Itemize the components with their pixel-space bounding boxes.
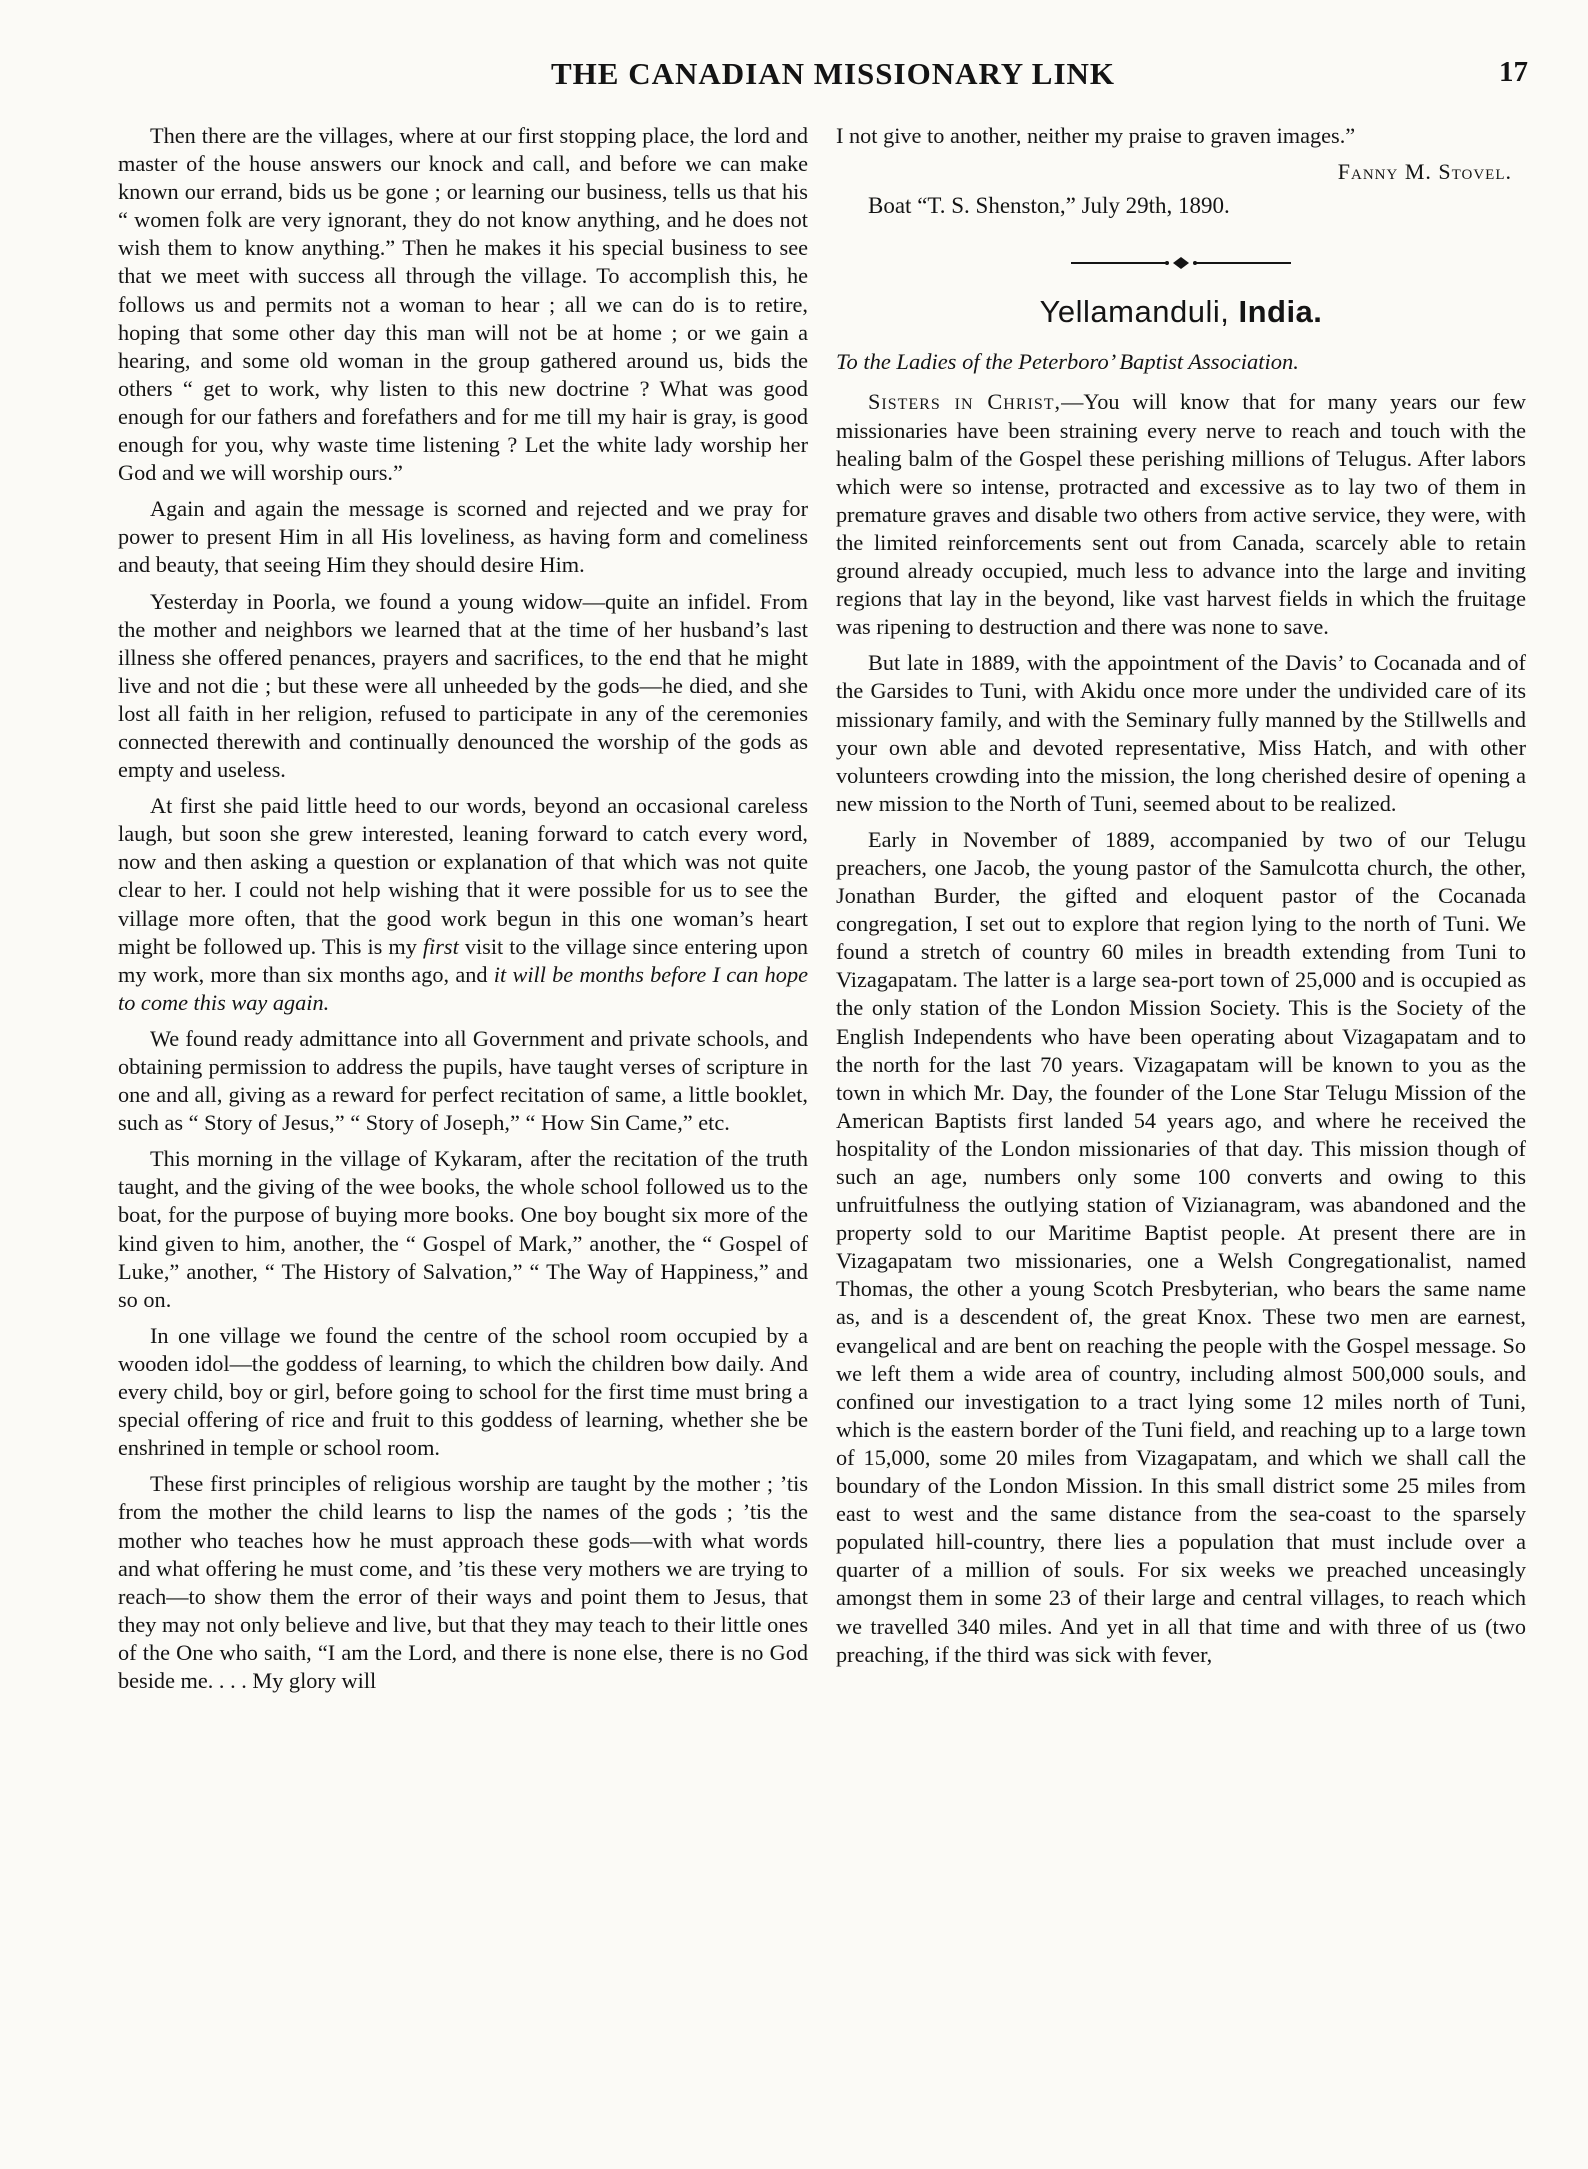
paragraph: Then there are the villages, where at our first stopping place, the lord and master of the house answers our knock and call, and before we can make known our errand, bids us be gone ; or learning our business, tells us that his “ women folk are very ignorant, they do not know anything, and he does not wish them to know anything.” Then he makes it his special business to see that we meet with success all through the village. To accomplish this, he follows us and permits not a woman to hear ; all we can do is to retire, hoping that some other day this man will not be at home ; or we gain a hearing, and some old woman in the group gathered around us, bids the others “ get to work, why listen to this new doctrine ? What was good enough for our fathers and forefathers and for me till my hair is gray, is good enough for you, why waste time listening ? Let the white lady worship her God and we will worship ours.” [118,123,808,486]
paragraph-text: At first she paid little heed to our words, beyond an occasional careless laugh, but soon she grew interested, leaning forward to catch every word, now and then asking a question or explanation of that which was not quite clear to her. I could not help wishing that it were possible for us to see the village more often, that the good work begun in this one woman’s heart might be followed up. This is my [118,793,808,959]
paragraph [836,388,1526,641]
page-number: 17 [1499,56,1528,88]
page-header [118,54,1548,98]
dateline: Boat “T. S. Shenston,” July 29th, 1890. [868,193,1230,219]
paragraph: Yesterday in Poorla, we found a young widow—quite an infidel. From the mother and neighbors we learned that at the time of her husband’s last illness she offered penances, prayers and sacrifices, to the end that he might live and not die ; but these were all unheeded by the gods—he died, and she lost all faith in her religion, refused to participate in any of the ceremonies connected therewith and continually denounced the worship of the gods as empty and useless. [118,588,808,783]
article-title-place: Yellamanduli, [1039,294,1239,330]
paragraph [118,792,808,1017]
paragraph-text: —You will know that for many years our few missionaries have been straining every nerve to reach and touch with the healing balm of the Gospel these perishing millions of Telugus. After labors which were so intense, protracted and excessive as to lay two of them in premature graves and disable two others from active service, they were, with the limited reinforcements sent out from Canada, scarcely able to retain ground already occupied, much less to advance into the large and inviting regions that lay in the beyond, like vast harvest fields in which the fruitage was ripening to destruction and there was none to save. [836,389,1527,640]
article-title [836,294,1526,330]
salutation: Sisters in Christ, [868,389,1062,415]
emphasis-text: it will be months before I can hope to come this way again. [118,961,808,1015]
paragraph: This morning in the village of Kykaram, after the recitation of the truth taught, and the giving of the wee books, the whole school followed us to the boat, for the purpose of buying more books. One boy bought six more of the kind given to him, another, the “ Gospel of Mark,” another, the “ Gospel of Luke,” another, “ The History of Salvation,” “ The Way of Happiness,” and so on. [118,1146,808,1312]
article-address: To the Ladies of the Peterboro’ Baptist Association. [836,349,1299,375]
publication-title: THE CANADIAN MISSIONARY LINK [550,56,1116,91]
continued-paragraph: I not give to another, neither my praise to graven images.” [836,123,1356,148]
ornamental-divider [1071,256,1291,270]
author-signature: Fanny M. Stovel. [1337,159,1512,185]
paragraph: Again and again the message is scorned and rejected and we pray for power to present Him in all His loveliness, as having form and comeliness and beauty, that seeing Him they should desire Him. [118,496,808,578]
left-column [118,122,808,1695]
right-column [836,122,1526,1669]
paragraph: These first principles of religious worship are taught by the mother ; ’tis from the mother the child learns to lisp the names of the gods ; ’tis the mother who teaches how he must approach these gods—with what words and what offering he must come, and ’tis these very mothers we are trying to reach—to show them the error of their ways and point them to Jesus, that they may not only believe and live, but that they may teach to their little ones of the One who saith, “I am the Lord, and there is none else, there is no God beside me. . . . My glory will [118,1471,808,1693]
paragraph: We found ready admittance into all Government and private schools, and obtaining permission to address the pupils, have taught verses of scripture in one and all, giving as a reward for perfect recitation of same, a little booklet, such as “ Story of Jesus,” “ Story of Joseph,” “ How Sin Came,” etc. [118,1025,808,1136]
article-title-country: India. [1238,294,1323,330]
paragraph: In one village we found the centre of the school room occupied by a wooden idol—the goddess of learning, to which the children bow daily. And every child, boy or girl, before going to school for the first time must bring a special offering of rice and fruit to this goddess of learning, whether she be enshrined in temple or school room. [118,1322,808,1461]
paragraph: But late in 1889, with the appointment of the Davis’ to Cocanada and of the Garsides to Tuni, with Akidu once more under the undivided care of its missionary family, and with the Seminary fully manned by the Stillwells and your own able and devoted representative, Miss Hatch, and with other volunteers crowding into the mission, the long cherished desire of opening a new mission to the North of Tuni, seemed about to be realized. [836,650,1526,816]
paragraph-text: visit to the village since entering upon my work, more than six months ago, and [118,933,808,987]
emphasis-text: first [422,933,459,959]
paragraph: Early in November of 1889, accompanied by two of our Telugu preachers, one Jacob, the young pastor of the Samulcotta church, the other, Jonathan Burder, the gifted and eloquent pastor of the Cocanada congregation, I set out to explore that region lying to the north of Tuni. We found a stretch of country 60 miles in breadth extending from Tuni to Vizagapatam. The latter is a large sea-port town of 25,000 and is occupied as the only station of the London Mission Society. This is the Society of the English Independents who have been operating about Vizagapatam and to the north for the last 70 years. Vizagapatam will be known to you as the town in which Mr. Day, the founder of the Lone Star Telugu Mission of the American Baptists first landed 54 years ago, and where he received the hospitality of the London missionaries of that day. This mission though of such an age, numbers only some 100 converts and owing to this unfruitfulness the outlying station of Vizianagram, was abandoned and the property sold to our Maritime Baptist people. At present there are in Vizagapatam two missionaries, one a Welsh Congregationalist, named Thomas, the other a young Scotch Presbyterian, who bears the same name as, and is a descendent of, the great Knox. These two men are earnest, evangelical and are bent on reaching the people with the Gospel message. So we left them a wide area of country, including almost 500,000 souls, and confined our investigation to a tract lying some 12 miles north of Tuni, which is the eastern border of the Tuni field, and reaching up to a large town of 15,000, some 20 miles from Vizagapatam, and which we shall call the boundary of the London Mission. In this small district some 25 miles from east to west and the same distance from the sea-coast to the sparsely populated hill-country, there lies a population that must include over a quarter of a million of souls. For six weeks we preached unceasingly amongst them in some 23 of their large and central villages, to reach which we travelled 340 miles. And yet in all that time and with three of us (two preaching, if the third was sick with fever, [836,826,1526,1667]
